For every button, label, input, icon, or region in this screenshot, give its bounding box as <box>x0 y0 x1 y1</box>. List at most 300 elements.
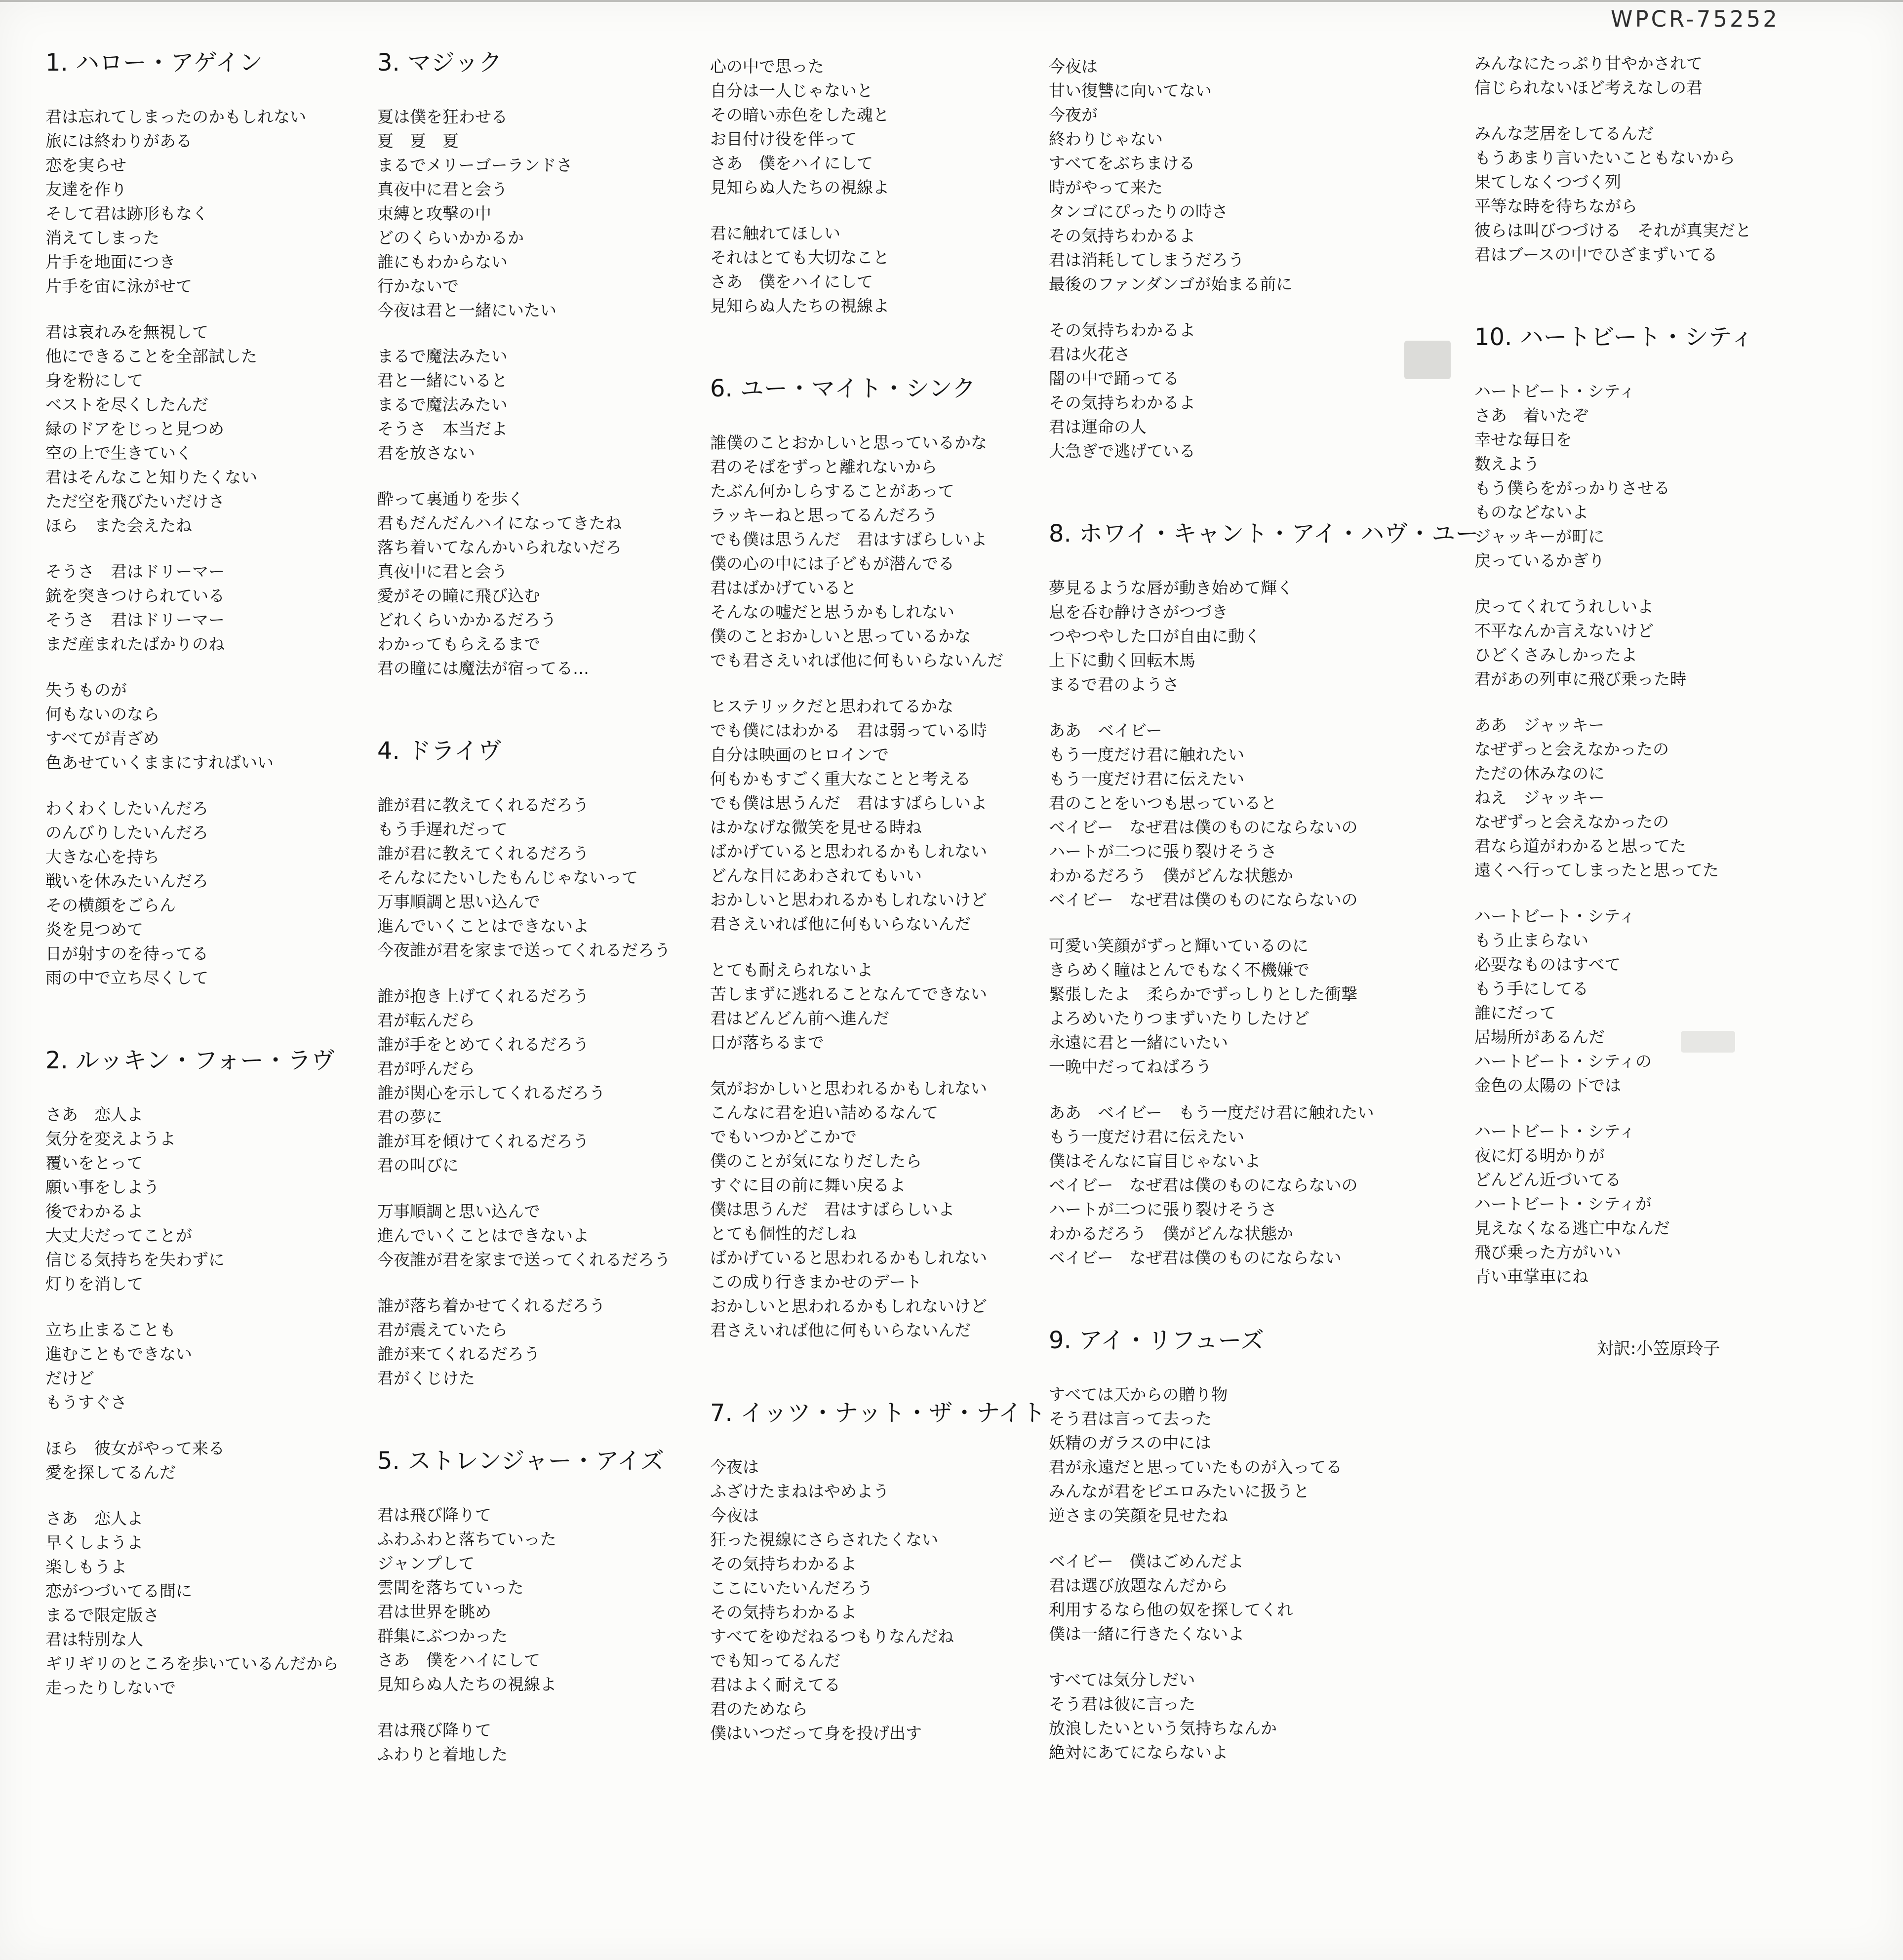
lyric-line: 君なら道がわかると思ってた <box>1474 836 1686 856</box>
lyric-line: 恋がつづいてる間に <box>45 1581 192 1601</box>
lyric-line: ばかげていると思われるかもしれない <box>710 842 987 861</box>
lyric-line: もう手にしてる <box>1474 979 1588 998</box>
scan-artifact <box>1681 1031 1735 1053</box>
lyric-line: 日が落ちるまで <box>710 1033 824 1052</box>
lyric-line: 今夜誰が君を家まで送ってくれるだろう <box>377 1250 671 1269</box>
stanza <box>1474 713 1800 882</box>
lyric-line: 気分を変えようよ <box>45 1129 176 1148</box>
lyric-line: 進んでいくことはできないよ <box>377 1226 589 1245</box>
lyric-line: ラッキーねと思ってるんだろう <box>710 506 938 525</box>
lyric-line: みんなが君をピエロみたいに扱うと <box>1049 1482 1309 1501</box>
lyric-line: みんな芝居をしてるんだ <box>1474 124 1654 143</box>
lyric-line: 恋を実らせ <box>45 156 127 175</box>
lyric-line: ハートが二つに張り裂けそうさ <box>1049 1200 1277 1219</box>
lyric-line: 戻ってくれてうれしいよ <box>1474 597 1654 616</box>
lyric-line: さあ 恋人よ <box>45 1105 143 1124</box>
lyric-line: 逆さまの笑顔を見せたね <box>1049 1506 1228 1525</box>
song-title: 6. ユー・マイト・シンク <box>710 375 976 402</box>
lyric-line: 今夜誰が君を家まで送ってくれるだろう <box>377 941 671 960</box>
stanza <box>377 1199 703 1272</box>
lyric-line: ギリギリのところを歩いているんだから <box>45 1654 339 1673</box>
stanza <box>1049 54 1375 296</box>
stanza <box>1049 718 1375 912</box>
lyric-line: そうさ 本当だよ <box>377 419 508 438</box>
lyric-line: 信じられないほど考えなしの君 <box>1474 78 1703 97</box>
lyric-line: 今夜は君と一緒にいたい <box>377 301 556 320</box>
lyric-line: 後でわかるよ <box>45 1202 143 1221</box>
lyric-line: 君の瞳には魔法が宿ってる… <box>377 659 589 678</box>
lyric-line: 平等な時を待ちながら <box>1474 196 1637 216</box>
lyric-line: 君が転んだら <box>377 1011 475 1030</box>
lyric-line: はかなげな微笑を見せる時ね <box>710 818 922 837</box>
lyric-line: 君さえいれば他に何もいらないんだ <box>710 1321 971 1340</box>
lyric-line: そう君は彼に言った <box>1049 1694 1195 1714</box>
lyric-line: ただの休みなのに <box>1474 764 1605 783</box>
song-title: 5. ストレンジャー・アイズ <box>377 1447 664 1475</box>
stanza <box>1049 1382 1375 1528</box>
lyric-line: 居場所があるんだ <box>1474 1027 1605 1047</box>
lyric-line: 金色の太陽の下では <box>1474 1076 1621 1095</box>
stanza <box>1049 576 1375 697</box>
lyric-line: 自分は一人じゃないと <box>710 81 873 100</box>
lyric-line: もう一度だけ君に伝えたい <box>1049 1127 1244 1146</box>
lyric-line: 立ち止まることも <box>45 1320 176 1339</box>
lyric-line: 群集にぶつかった <box>377 1626 508 1646</box>
lyric-line: 君は消耗してしまうだろう <box>1049 250 1244 270</box>
stanza <box>1474 51 1800 100</box>
lyric-line: 苦しまずに逃れることなんてできない <box>710 984 987 1004</box>
lyric-line: ヒステリックだと思われてるかな <box>710 697 954 716</box>
lyric-line: 楽しもうよ <box>45 1557 127 1576</box>
lyric-line: 妖精のガラスの中には <box>1049 1433 1212 1452</box>
lyric-line: その気持ちわかるよ <box>710 1554 857 1573</box>
lyric-line: 君は飛び降りて <box>377 1721 491 1740</box>
stanza <box>710 431 1036 672</box>
lyric-line: すべては気分しだい <box>1049 1670 1195 1689</box>
lyric-line: 君は特別な人 <box>45 1630 143 1649</box>
lyric-line: 遠くへ行ってしまったと思ってた <box>1474 861 1719 880</box>
lyric-line: みんなにたっぷり甘やかされて <box>1474 54 1703 73</box>
song-title: 1. ハロー・アゲイン <box>45 49 263 77</box>
lyric-line: 気がおかしいと思われるかもしれない <box>710 1079 987 1098</box>
lyric-line: ただ空を飛びたいだけさ <box>45 492 225 511</box>
lyric-line: 君の叫びに <box>377 1156 459 1175</box>
lyric-line: ほら また会えたね <box>45 516 192 535</box>
lyric-line: 君は火花さ <box>1049 345 1130 364</box>
lyric-line: ハートビート・シティの <box>1474 1052 1652 1071</box>
lyric-line: 大急ぎで逃げている <box>1049 441 1195 461</box>
song-title: 10. ハートビート・シティ <box>1474 323 1754 351</box>
lyric-line: 君が震えていたら <box>377 1320 508 1339</box>
lyric-line: 上下に動く回転木馬 <box>1049 651 1195 670</box>
lyric-line: 緊張したよ 柔らかでずっしりとした衝撃 <box>1049 984 1358 1004</box>
lyric-line: 酔って裏通りを歩く <box>377 489 524 509</box>
lyric-line: 君はブースの中でひざまずいてる <box>1474 245 1718 264</box>
lyric-line: 雨の中で立ち尽くして <box>45 968 208 987</box>
lyric-line: 見えなくなる逃亡中なんだ <box>1474 1218 1670 1238</box>
lyric-line: ふわふわと落ちていった <box>377 1529 556 1549</box>
lyric-line: 見知らぬ人たちの視線よ <box>377 1675 556 1694</box>
lyric-line: 君は哀れみを無視して <box>45 322 208 342</box>
stanza <box>45 1436 371 1485</box>
lyric-line: なぜずっと会えなかったの <box>1474 812 1669 831</box>
lyric-line: だけど <box>45 1369 94 1388</box>
stanza <box>377 1294 703 1390</box>
lyric-line: 友達を作り <box>45 180 127 199</box>
stanza <box>377 1718 703 1766</box>
song-title: 7. イッツ・ナット・ザ・ナイト <box>710 1399 1046 1427</box>
lyric-line: ベイビー なぜ君は僕のものにならない <box>1049 1248 1342 1267</box>
lyric-line: すぐに目の前に舞い戻るよ <box>710 1176 906 1195</box>
lyric-line: どれくらいかかるだろう <box>377 610 556 629</box>
lyric-line: さあ 恋人よ <box>45 1509 143 1528</box>
stanza <box>710 221 1036 318</box>
lyric-line: すべてをぶちまける <box>1049 154 1195 173</box>
lyric-line: 夏 夏 夏 <box>377 131 459 151</box>
lyric-line: ひどくさみしかったよ <box>1474 645 1637 665</box>
lyric-line: 君は選び放題なんだから <box>1049 1576 1228 1595</box>
lyric-line: 君がくじけた <box>377 1369 475 1388</box>
lyric-line: すべてが青ざめ <box>45 729 159 748</box>
lyric-line: 大丈夫だってことが <box>45 1226 192 1245</box>
lyric-line: ああ ベイビー もう一度だけ君に触れたい <box>1049 1103 1374 1122</box>
lyric-line: この成り行きまかせのデート <box>710 1272 922 1292</box>
lyric-line: 息を呑む静けさがつづき <box>1049 602 1228 622</box>
lyric-line: 君さえいれば他に何もいらないんだ <box>710 914 971 934</box>
lyric-line: 消えてしまった <box>45 228 159 247</box>
lyric-line: 君は忘れてしまったのかもしれない <box>45 107 306 126</box>
lyric-line: 永遠に君と一緒にいたい <box>1049 1033 1228 1052</box>
lyric-line: 放浪したいという気持ちなんか <box>1049 1719 1277 1738</box>
stanza <box>1474 1119 1800 1289</box>
catalog-number: WPCR-75252 <box>1611 6 1780 32</box>
lyric-line: まるでメリーゴーランドさ <box>377 156 573 175</box>
lyric-line: 真夜中に君と会う <box>377 180 508 199</box>
lyric-line: 今夜は <box>710 1457 759 1477</box>
lyric-line: 君のためなら <box>710 1699 808 1719</box>
lyric-line: ベイビー なぜ君は僕のものにならないの <box>1049 890 1358 909</box>
stanza <box>377 984 703 1177</box>
lyric-line: そんなの嘘だと思うかもしれない <box>710 602 954 622</box>
lyric-line: ばかげていると思われるかもしれない <box>710 1248 987 1267</box>
lyric-line: 君の夢に <box>377 1107 442 1127</box>
lyric-line: 僕のことおかしいと思っているかな <box>710 627 971 646</box>
lyric-line: 見知らぬ人たちの視線よ <box>710 178 889 197</box>
stanza <box>1474 379 1800 573</box>
lyric-line: 君はばかげていると <box>710 578 857 597</box>
lyric-line: タンゴにぴったりの時さ <box>1049 202 1228 221</box>
lyric-line: 誰が落ち着かせてくれるだろう <box>377 1296 605 1315</box>
lyric-line: さあ 着いたぞ <box>1474 406 1588 425</box>
lyric-line: ベストを尽くしたんだ <box>45 395 208 414</box>
lyric-line: 誰が君に教えてくれるだろう <box>377 795 589 815</box>
stanza <box>45 1102 371 1296</box>
lyric-line: 雲間を落ちていった <box>377 1578 524 1597</box>
lyric-line: 万事順調と思い込んで <box>377 892 540 911</box>
lyric-line: 君のそばをずっと離れないから <box>710 457 938 476</box>
lyric-line: 僕はそんなに盲目じゃないよ <box>1049 1151 1261 1171</box>
stanza <box>45 1506 371 1700</box>
lyric-line: とても個性的だしね <box>710 1224 857 1243</box>
lyric-line: こんなに君を追い詰めるなんて <box>710 1103 938 1122</box>
scan-edge <box>0 0 1903 2</box>
song-title: 4. ドライヴ <box>377 737 502 765</box>
lyric-line: どのくらいかかるか <box>377 228 524 247</box>
lyric-line: その気持ちわかるよ <box>1049 320 1195 340</box>
lyric-line: 落ち着いてなんかいられないだろ <box>377 538 622 557</box>
lyric-line: ベイビー 僕はごめんだよ <box>1049 1552 1244 1571</box>
lyric-line: その気持ちわかるよ <box>1049 393 1195 412</box>
lyric-line: すべてをゆだねるつもりなんだね <box>710 1627 954 1646</box>
lyric-line: 君はよく耐えてる <box>710 1675 840 1694</box>
lyric-line: その気持ちわかるよ <box>710 1603 857 1622</box>
stanza <box>45 105 371 298</box>
lyric-line: 僕はいつだって身を投げ出す <box>710 1724 922 1743</box>
lyric-line: 君を放さない <box>377 443 475 463</box>
lyric-line: とても耐えられないよ <box>710 960 873 980</box>
lyric-line: もう一度だけ君に伝えたい <box>1049 769 1244 788</box>
lyric-line: 青い車掌車にね <box>1474 1267 1588 1286</box>
lyric-line: 色あせていくままにすればいい <box>45 753 274 772</box>
lyric-line: 束縛と攻撃の中 <box>377 204 491 223</box>
lyric-line: 一晩中だってねばろう <box>1049 1057 1212 1076</box>
lyric-line: もうあまり言いたいこともないから <box>1474 148 1735 167</box>
stanza <box>1049 1668 1375 1764</box>
song-title: 8. ホワイ・キャント・アイ・ハヴ・ユー <box>1049 520 1479 548</box>
lyric-line: 誰にだって <box>1474 1003 1556 1022</box>
lyric-line: 何もないのなら <box>45 705 159 724</box>
lyric-line: 終わりじゃない <box>1049 129 1163 149</box>
lyrics-column-3 <box>710 54 1046 1767</box>
stanza <box>377 793 703 962</box>
lyric-line: のんびりしたいんだろ <box>45 823 208 842</box>
lyric-line: でも僕は思うんだ 君はすばらしいよ <box>710 793 987 813</box>
lyric-line: ああ ジャッキー <box>1474 715 1605 735</box>
lyric-line: 闇の中で踊ってる <box>1049 369 1179 388</box>
lyric-line: でも僕にはわかる 君は弱っている時 <box>710 721 987 740</box>
lyric-line: 信じる気持ちを失わずに <box>45 1250 225 1269</box>
lyric-line: 戻っているかぎり <box>1474 551 1605 570</box>
lyric-line: すべては天からの贈り物 <box>1049 1385 1228 1404</box>
lyric-line: 愛を探してるんだ <box>45 1463 176 1482</box>
lyric-line: ハートビート・シティが <box>1474 1194 1652 1214</box>
lyric-line: 数えよう <box>1474 454 1540 473</box>
lyric-line: そうさ 君はドリーマー <box>45 562 225 581</box>
lyric-line: 僕は一緒に行きたくないよ <box>1049 1624 1244 1644</box>
lyric-line: ハートビート・シティ <box>1474 382 1636 401</box>
lyric-line: 果てしなくつづく列 <box>1474 172 1621 192</box>
lyric-line: 君はそんなこと知りたくない <box>45 468 257 487</box>
lyric-line: 走ったりしないで <box>45 1678 176 1697</box>
lyric-line: その暗い赤色をした魂と <box>710 105 889 124</box>
stanza <box>1474 904 1800 1098</box>
stanza <box>377 1503 703 1696</box>
stanza <box>1049 1549 1375 1646</box>
lyric-line: たぶん何かしらすることがあって <box>710 481 954 501</box>
lyric-line: 時がやって来た <box>1049 178 1163 197</box>
lyric-line: 僕の心の中には子どもが潜んでる <box>710 554 954 573</box>
lyric-line: 進むこともできない <box>45 1344 192 1364</box>
stanza <box>710 1076 1036 1342</box>
lyric-line: 失うものが <box>45 680 127 700</box>
lyric-line: まるで魔法みたい <box>377 347 508 366</box>
lyric-line: ほら 彼女がやって来る <box>45 1439 225 1458</box>
lyric-line: ベイビー なぜ君は僕のものにならないの <box>1049 818 1358 837</box>
lyric-line: 進んでいくことはできないよ <box>377 916 589 936</box>
lyric-line: さあ 僕をハイにして <box>710 154 873 173</box>
lyric-line: でも知ってるんだ <box>710 1651 840 1670</box>
stanza <box>377 105 703 322</box>
lyric-line: 誰僕のことおかしいと思っているかな <box>710 433 987 452</box>
lyric-line: 大きな心を持ち <box>45 847 159 866</box>
lyric-line: 夢見るような唇が動き始めて輝く <box>1049 578 1293 597</box>
lyric-line: でもいつかどこかで <box>710 1127 857 1146</box>
lyric-line: 早くしようよ <box>45 1533 143 1552</box>
lyric-line: 君はどんどん前へ進んだ <box>710 1009 889 1028</box>
lyric-line: ジャンプして <box>377 1554 475 1573</box>
lyric-line: ふざけたまねはやめよう <box>710 1482 889 1501</box>
stanza <box>710 54 1036 199</box>
lyric-line: なぜずっと会えなかったの <box>1474 740 1669 759</box>
stanza <box>710 958 1036 1055</box>
lyric-line: どんどん近づいてる <box>1474 1170 1621 1189</box>
lyric-line: どんな目にあわされてもいい <box>710 866 922 885</box>
lyric-line: もう僕らをがっかりさせる <box>1474 478 1670 498</box>
lyric-line: 狂った視線にさらされたくない <box>710 1530 938 1549</box>
stanza <box>1049 1100 1375 1270</box>
lyric-line: 幸せな毎日を <box>1474 430 1572 449</box>
stanza <box>377 487 703 680</box>
lyric-line: 真夜中に君と会う <box>377 562 508 581</box>
lyric-line: よろめいたりつまずいたりしたけど <box>1049 1009 1309 1028</box>
lyric-line: そんなにたいしたもんじゃないって <box>377 868 638 887</box>
lyric-line: 心の中で思った <box>710 57 824 76</box>
lyric-line: つやつやした口が自由に動く <box>1049 627 1261 646</box>
translator-credit: 対訳:小笠原玲子 <box>1597 1339 1720 1359</box>
lyric-line: わくわくしたいんだろ <box>45 799 208 818</box>
lyrics-column-5 <box>1474 51 1800 1361</box>
lyric-line: 君と一緒にいると <box>377 371 508 390</box>
lyric-line: 行かないで <box>377 276 459 296</box>
lyric-line: 炎を見つめて <box>45 920 143 939</box>
lyric-line: ふわりと着地した <box>377 1745 508 1764</box>
lyric-line: もう止まらない <box>1474 931 1588 950</box>
lyric-line: 空の上で生きていく <box>45 443 192 463</box>
lyric-line: 君のことをいつも思っていると <box>1049 793 1277 813</box>
lyric-line: 自分は映画のヒロインで <box>710 745 889 764</box>
lyrics-column-1 <box>45 47 371 1722</box>
lyric-line: それはとても大切なこと <box>710 248 889 267</box>
lyric-line: おかしいと思われるかもしれないけど <box>710 890 987 909</box>
lyric-line: もう手遅れだって <box>377 820 508 839</box>
song-title: 2. ルッキン・フォー・ラヴ <box>45 1047 335 1074</box>
lyric-line: もうすぐさ <box>45 1393 127 1412</box>
lyric-line: おかしいと思われるかもしれないけど <box>710 1296 987 1316</box>
lyric-line: 君があの列車に飛び乗った時 <box>1474 669 1686 689</box>
lyric-line: ハートビート・シティ <box>1474 1122 1636 1141</box>
lyric-line: きらめく瞳はとんでもなく不機嫌で <box>1049 960 1309 980</box>
lyric-line: まるで限定版さ <box>45 1606 159 1625</box>
lyric-line: 片手を宙に泳がせて <box>45 276 192 296</box>
scan-artifact <box>1404 341 1451 379</box>
lyrics-column-4 <box>1049 54 1479 1786</box>
stanza <box>1049 318 1375 463</box>
lyric-line: 僕は思うんだ 君はすばらしいよ <box>710 1200 954 1219</box>
lyric-line: 旅には終わりがある <box>45 131 192 151</box>
lyric-line: その横顔をごらん <box>45 896 176 915</box>
lyric-line: まるで魔法みたい <box>377 395 508 414</box>
lyric-line: 君は飛び降りて <box>377 1505 491 1525</box>
lyric-line: 誰が君に教えてくれるだろう <box>377 844 589 863</box>
stanza <box>45 678 371 775</box>
lyric-line: 君に触れてほしい <box>710 224 840 243</box>
lyric-line: 僕のことが気になりだしたら <box>710 1151 922 1171</box>
lyric-line: 誰が耳を傾けてくれるだろう <box>377 1132 589 1151</box>
lyric-line: 覆いをとって <box>45 1153 143 1173</box>
lyric-line: まだ産まれたばかりのね <box>45 634 225 654</box>
lyric-line: 灯りを消して <box>45 1274 143 1294</box>
lyric-line: ああ ベイビー <box>1049 721 1162 740</box>
lyric-line: 愛がその瞳に飛び込む <box>377 586 540 605</box>
lyric-line: 彼らは叫びつづける それが真実だと <box>1474 221 1751 240</box>
lyric-line: 最後のファンダンゴが始まる前に <box>1049 274 1293 294</box>
lyric-line: そうさ 君はドリーマー <box>45 610 225 629</box>
lyric-line: 今夜が <box>1049 105 1098 124</box>
lyric-line: さあ 僕をハイにして <box>710 272 873 291</box>
lyric-line: ベイビー なぜ君は僕のものにならないの <box>1049 1176 1358 1195</box>
lyric-line: 誰が来てくれるだろう <box>377 1344 540 1364</box>
lyric-line: 今夜は <box>710 1506 759 1525</box>
lyric-line: ここにいたいんだろう <box>710 1578 873 1598</box>
lyrics-column-2 <box>377 47 703 1788</box>
lyric-line: 誰が手をとめてくれるだろう <box>377 1035 589 1054</box>
lyric-line: わかるだろう 僕がどんな状態か <box>1049 866 1293 885</box>
lyric-line: 夏は僕を狂わせる <box>377 107 508 126</box>
lyric-line: 戦いを休みたいんだろ <box>45 871 208 891</box>
stanza <box>1474 121 1800 267</box>
song-title: 3. マジック <box>377 49 503 77</box>
lyric-line: 万事順調と思い込んで <box>377 1202 540 1221</box>
lyric-line: 可愛い笑顔がずっと輝いているのに <box>1049 936 1309 955</box>
lyric-line: 君が永遠だと思っていたものが入ってる <box>1049 1457 1342 1477</box>
lyric-line: 誰が関心を示してくれるだろう <box>377 1083 605 1102</box>
lyric-line: 絶対にあてにならないよ <box>1049 1743 1228 1762</box>
stanza <box>1474 594 1800 691</box>
lyric-line: その気持ちわかるよ <box>1049 226 1195 245</box>
stanza <box>45 559 371 656</box>
lyric-line: 飛び乗った方がいい <box>1474 1243 1621 1262</box>
stanza <box>710 1455 1036 1745</box>
lyric-line: 不平なんか言えないけど <box>1474 621 1654 640</box>
lyric-line: お目付け役を伴って <box>710 129 857 149</box>
stanza <box>1049 934 1375 1079</box>
lyric-line: 君もだんだんハイになってきたね <box>377 513 622 533</box>
stanza <box>45 320 371 538</box>
lyric-line: わかってもらえるまで <box>377 634 540 654</box>
lyric-line: 誰にもわからない <box>377 252 508 272</box>
lyric-line: 甘い復讐に向いてない <box>1049 81 1212 100</box>
lyric-line: ジャッキーが町に <box>1474 527 1605 546</box>
lyric-line: 願い事をしよう <box>45 1177 159 1197</box>
stanza <box>377 344 703 465</box>
lyric-line: ハートビート・シティ <box>1474 906 1636 926</box>
lyric-line: 見知らぬ人たちの視線よ <box>710 296 889 315</box>
lyric-line: 日が射すのを待ってる <box>45 944 208 963</box>
lyric-line: 夜に灯る明かりが <box>1474 1146 1605 1165</box>
lyric-line: 君が呼んだら <box>377 1059 475 1078</box>
lyric-line: 銃を突きつけられている <box>45 586 225 605</box>
lyric-line: そして君は跡形もなく <box>45 204 208 223</box>
